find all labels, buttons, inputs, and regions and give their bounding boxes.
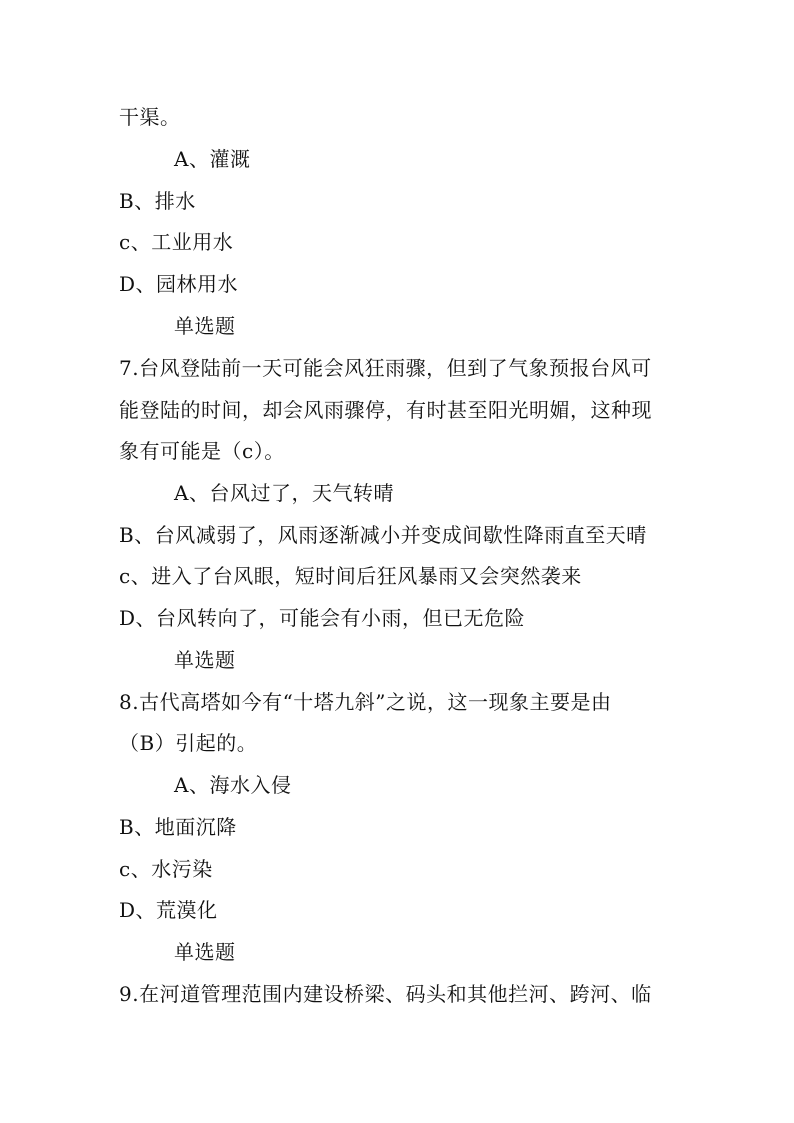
question-type-label: 单选题	[174, 314, 236, 338]
option-b: B、排水	[119, 189, 196, 213]
option-d: D、园林用水	[119, 272, 239, 296]
option-d: D、荒漠化	[119, 898, 218, 922]
option-b: B、台风减弱了，风雨逐渐减小并变成间歇性降雨直至天晴	[119, 523, 647, 547]
text-line: 干渠。	[119, 105, 181, 129]
question-type-label: 单选题	[174, 940, 236, 964]
question-7-text: 能登陆的时间，却会风雨骤停，有时甚至阳光明媚，这种现	[119, 398, 652, 422]
question-type-label: 单选题	[174, 648, 236, 672]
question-8-text: 8.古代高塔如今有“十塔九斜”之说，这一现象主要是由	[119, 690, 612, 714]
option-b: B、地面沉降	[119, 815, 237, 839]
question-8-text: （B）引起的。	[119, 731, 258, 755]
option-c: c、水污染	[119, 857, 213, 881]
option-a: A、灌溉	[174, 147, 251, 171]
question-7-text: 7.台风登陆前一天可能会风狂雨骤，但到了气象预报台风可	[119, 356, 652, 380]
option-c: c、工业用水	[119, 230, 234, 254]
option-a: A、台风过了，天气转晴	[174, 481, 394, 505]
question-7-text: 象有可能是（c）。	[119, 439, 285, 463]
question-9-text: 9.在河道管理范围内建设桥梁、码头和其他拦河、跨河、临	[119, 982, 652, 1006]
option-c: c、进入了台风眼，短时间后狂风暴雨又会突然袭来	[119, 564, 582, 588]
option-d: D、台风转向了，可能会有小雨，但已无危险	[119, 606, 526, 630]
option-a: A、海水入侵	[174, 773, 292, 797]
